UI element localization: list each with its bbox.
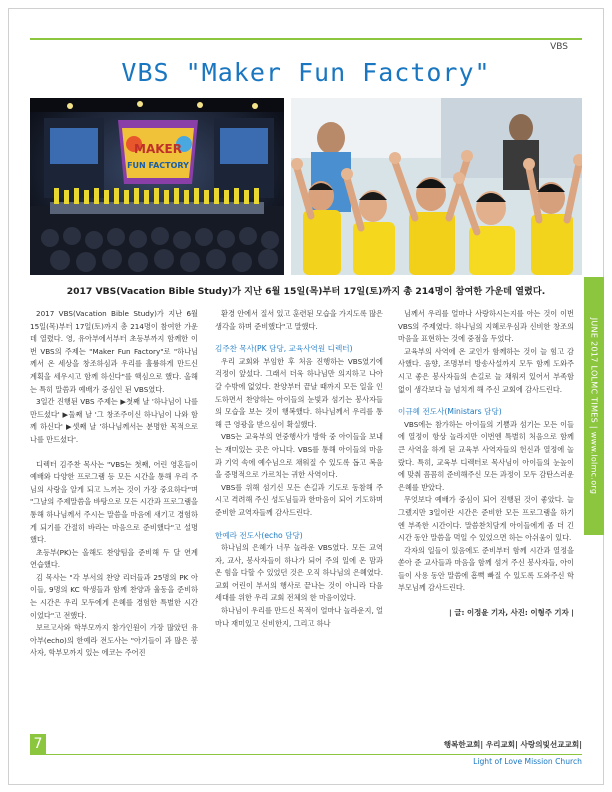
paragraph: 김 목사는 "각 부서의 찬양 리더들과 25명의 PK 아이들, 9명의 KC 학생들과 함께 찬양과 율동을 준비하는 시간은 우리 모두에게 은혜를 경험한 특별한 시간이었다"고 전했다. [30, 572, 198, 620]
stage-photo [30, 98, 284, 275]
footer-rule [30, 754, 582, 755]
footer-church-korean: 행복한교회| 우리교회| 사랑의빛선교교회| [443, 740, 582, 749]
section-label: VBS [550, 42, 568, 52]
paragraph: 하나님의 은혜가 너무 놀라운 VBS였다. 모든 교역자, 교사, 봉사자들이 하나가 되어 주의 일에 온 맘과 온 힘을 다할 수 있었던 것은 오직 하나님의 은혜였다. 교회 어린이 부서의 행사로 끝나는 것이 아니라 다음 세대를 위한 우리 교회 전체의 한 마음이었다. [215, 543, 383, 603]
paragraph: 하나님이 우리를 만드신 목적이 얼마나 놀라운지, 얼마나 재미있고 신비한지, 그리고 하나 [215, 606, 383, 628]
banner-text-1: MAKER [134, 142, 182, 156]
byline-credit: | 글: 이정윤 기자, 사진: 이형주 기자 | [449, 608, 574, 618]
article-title: VBS "Maker Fun Factory" [121, 58, 491, 87]
paragraph: 초등부(PK)는 올해도 찬양팀을 준비해 두 달 연계 연습했다. [30, 547, 198, 570]
banner-text-2: FUN FACTORY [127, 161, 189, 170]
paragraph: 3일간 진행된 VBS 주제는 ▶첫째 날 '하나님이 나를 만드셨다' ▶둘째 날 '그 창조주이신 하나님이 나와 함께 하신다' ▶셋째 날 '하나님께서는 분명한 목적으로 나를 만드셨다'. [30, 397, 198, 444]
interview-heading: 이규혜 전도사(Ministars 담당) [398, 407, 502, 417]
paragraph: VBS는 교육부의 연중행사가 방학 중 아이들을 보내는 재미있는 곳은 아니다. VBS를 통해 아이들의 마음과 기억 속에 예수님으로 채워질 수 있도록 돕고 복음을 증명적으로 가르치는 귀한 사역이다. [215, 432, 383, 480]
article-column-1 [30, 308, 198, 660]
paragraph: 각자의 일들이 있음에도 준비부터 함께 시간과 열정을 쏟아 준 교사들과 마음을 함께 섬겨 주신 봉사자들, 아이들이 사용 동안 말씀에 흠뻑 빠질 수 있도록 도와주신 학부모님께 감사드린다. [398, 545, 574, 593]
side-tab-text: JUNE 2017 LOLMC TIMES | www.lolmc.org [589, 317, 599, 495]
paragraph: VBS를 위해 섬기신 모든 손길과 기도로 동참해 주시고 격려해 주신 성도님들과 한마음이 되어 기도하며 준비한 교역자들께 감사드린다. [215, 482, 383, 517]
footer-church-english: Light of Love Mission Church [473, 757, 582, 766]
paragraph: 님께서 우리를 얼마나 사랑하시는지를 아는 것이 이번 VBS의 주제였다. 하나님의 지혜로우심과 신비한 창조의 마음을 표현하는 것에 중점을 두었다. [398, 309, 574, 344]
interview-heading: 한예라 전도사(echo 담당) [215, 530, 303, 540]
article-column-3 [398, 308, 574, 620]
paragraph: 환경 안에서 질서 있고 훈련된 모습을 가지도록 많은 생각을 하며 준비했다"고 말했다. [215, 309, 383, 331]
paragraph: 우리 교회와 부임한 후 처음 진행하는 VBS였기에 걱정이 앞섰다. 그래서 더욱 하나님만 의지하고 나아갈 수밖에 없었다. 찬양부터 끝날 때까지 모든 일을 인도하면서 찬양하는 아이들의 눈빛과 섬기는 봉사자들의 모습을 보는 것이 행복했다. 하나님께서 우리를 통해 큰 영광을 받으심이 확실했다. [215, 356, 383, 429]
paragraph: VBS에는 참가하는 아이들의 기쁨과 섬기는 모든 이들에 열정이 항상 놀라지만 이번엔 특별히 처음으로 함께 큰 사역을 하게 된 교육부 사역자들의 헌신과 열정에 놀랐다. 특히, 교육부 디렉터로 목사님이 아이들의 눈높이에 맞춰 꼼꼼히 준비해주신 모든 과정이 모두 감탄스러운 은혜를 받았다. [398, 419, 574, 492]
paragraph: 교육부의 사역에 온 교인가 함께하는 것이 늘 힘고 감사했다. 음향, 조명부터 방송사설까지 모두 함께 도와주시고 좋은 봉사자들의 손길로 늘 채워져 있어서 부족함 없이 생각보다 늘 넘치게 해 주신 교회에 감사드린다. [398, 346, 574, 394]
page-number: 7 [30, 734, 46, 754]
interview-heading: 김주찬 목사(PK 담당, 교육사역원 디렉터) [215, 344, 353, 354]
paragraph: 무엇보다 예배가 중심이 되어 진행된 것이 좋았다. 늘 그랬지만 3일이란 시간은 준비한 모든 프로그램을 하기엔 부족한 시간이다. 말씀찬치담게 아이들에게 좀 더 긴 시간 동안 말씀을 먹일 수 있었으면 하는 아쉬움이 있다. [398, 495, 574, 543]
header-rule [30, 38, 582, 40]
article-column-2 [215, 308, 383, 630]
paragraph: 디렉터 김주찬 목사는 "VBS는 첫째, 어린 영혼들이 예배와 다양한 프로그램 등 모든 시간을 통해 우리 주님의 사랑을 알게 되고 느끼는 것이 가장 중요하다"며 "그날의 주제말씀을 바탕으로 모든 시간과 프로그램을 통해 하나님께서 주시는 말씀을 마음에 새기고 경험하게 되기를 간절히 바라는 마음으로 준비했다"고 설명했다. [30, 459, 198, 545]
paragraph: 2017 VBS(Vacation Bible Study)가 지난 6월 15일(목)부터 17일(토)까지 총 214명이 참여한 가운데 열렸다. 영, 유아부에서부터 초등부까지 함께한 이번 VBS의 주제는 "Maker Fun Factory"로 "하나님께서 온 세상을 창조하심과 우리를 훌륭하게 만드신 계획을 세우시고 함께 하신다"를 핵심으로 했다. 올해는 특히 말씀과 예배가 중심인 된 VBS였다. [30, 309, 198, 394]
children-photo [291, 98, 582, 275]
side-tab [584, 277, 604, 535]
paragraph: 보르고사와 학부모까지 참가인원이 가장 많았던 유아부(echo)의 한예라 전도사는 "아기들이 과 많은 봉사자, 학부모까지 있는 에코는 주어진 [30, 623, 198, 658]
photo-caption: 2017 VBS(Vacation Bible Study)가 지난 6월 15일(목)부터 17일(토)까지 총 214명이 참여한 가운데 열렸다. [66, 286, 546, 297]
